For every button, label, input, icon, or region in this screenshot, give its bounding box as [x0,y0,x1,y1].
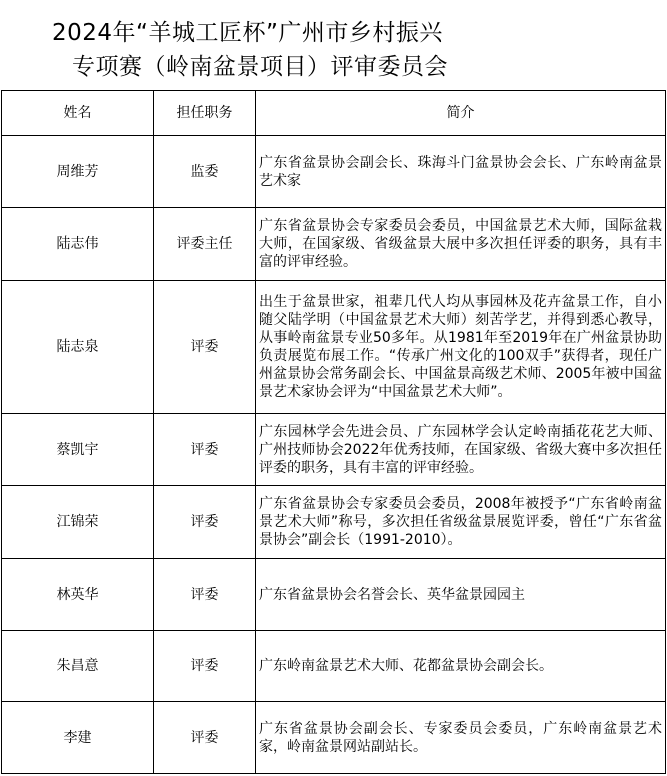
member-name: 江锦荣 [2,486,154,559]
table-row [2,559,666,631]
header-role: 担任职务 [154,91,256,136]
table-row [2,702,666,774]
title-line-1: 2024年“羊城工匠杯”广州市乡村振兴 [52,20,443,46]
member-role: 评委 [154,702,256,774]
document-title [0,0,667,90]
member-role: 监委 [154,136,256,208]
member-desc: 广东省盆景协会名誉会长、英华盆景园园主 [256,559,666,631]
member-desc: 广东园林学会先进会员、广东园林学会认定岭南插花花艺大师、广州技师协会2022年优秀技师，在国家级、省级大赛中多次担任评委的职务，具有丰富的评审经验。 [256,414,666,486]
member-name: 陆志泉 [2,281,154,414]
member-desc: 广东省盆景协会副会长、珠海斗门盆景协会会长、广东岭南盆景艺术家 [256,136,666,208]
member-desc: 广东省盆景协会副会长、专家委员会委员，广东岭南盆景艺术家，岭南盆景网站副站长。 [256,702,666,774]
member-name: 林英华 [2,559,154,631]
table-row [2,281,666,414]
table-row [2,414,666,486]
table-row [2,208,666,281]
member-name: 蔡凯宇 [2,414,154,486]
member-role: 评委 [154,559,256,631]
member-role: 评委 [154,631,256,702]
table-row [2,486,666,559]
member-role: 评委 [154,414,256,486]
member-name: 陆志伟 [2,208,154,281]
member-name: 朱昌意 [2,631,154,702]
member-desc: 广东省盆景协会专家委员会委员，2008年被授予“广东省岭南盆景艺术大师”称号，多次担任省级盆景展览评委，曾任“广东省盆景协会”副会长（1991-2010）。 [256,486,666,559]
member-role: 评委 [154,486,256,559]
title-line-2: 专项赛（岭南盆景项目）评审委员会 [72,54,448,80]
member-name: 周维芳 [2,136,154,208]
member-role: 评委主任 [154,208,256,281]
table-row [2,631,666,702]
member-desc: 出生于盆景世家，祖辈几代人均从事园林及花卉盆景工作，自小随父陆学明（中国盆景艺术大师）刻苦学艺，并得到悉心教导，从事岭南盆景专业50多年。从1981年至2019年在广州盆景协助负责展览布展工作。“传承广州文化的100双手”获得者，现任广州盆景协会常务副会长、中国盆景高级艺术师、2005年被中国盆景艺术家协会评为“中国盆景艺术大师”。 [256,281,666,414]
member-name: 李建 [2,702,154,774]
table-header-row [2,91,666,136]
header-desc: 简介 [256,91,666,136]
member-role: 评委 [154,281,256,414]
header-name: 姓名 [2,91,154,136]
table-row [2,136,666,208]
member-desc: 广东岭南盆景艺术大师、花都盆景协会副会长。 [256,631,666,702]
member-desc: 广东省盆景协会专家委员会委员，中国盆景艺术大师，国际盆栽大师，在国家级、省级盆景大展中多次担任评委的职务，具有丰富的评审经验。 [256,208,666,281]
committee-table [1,90,666,774]
